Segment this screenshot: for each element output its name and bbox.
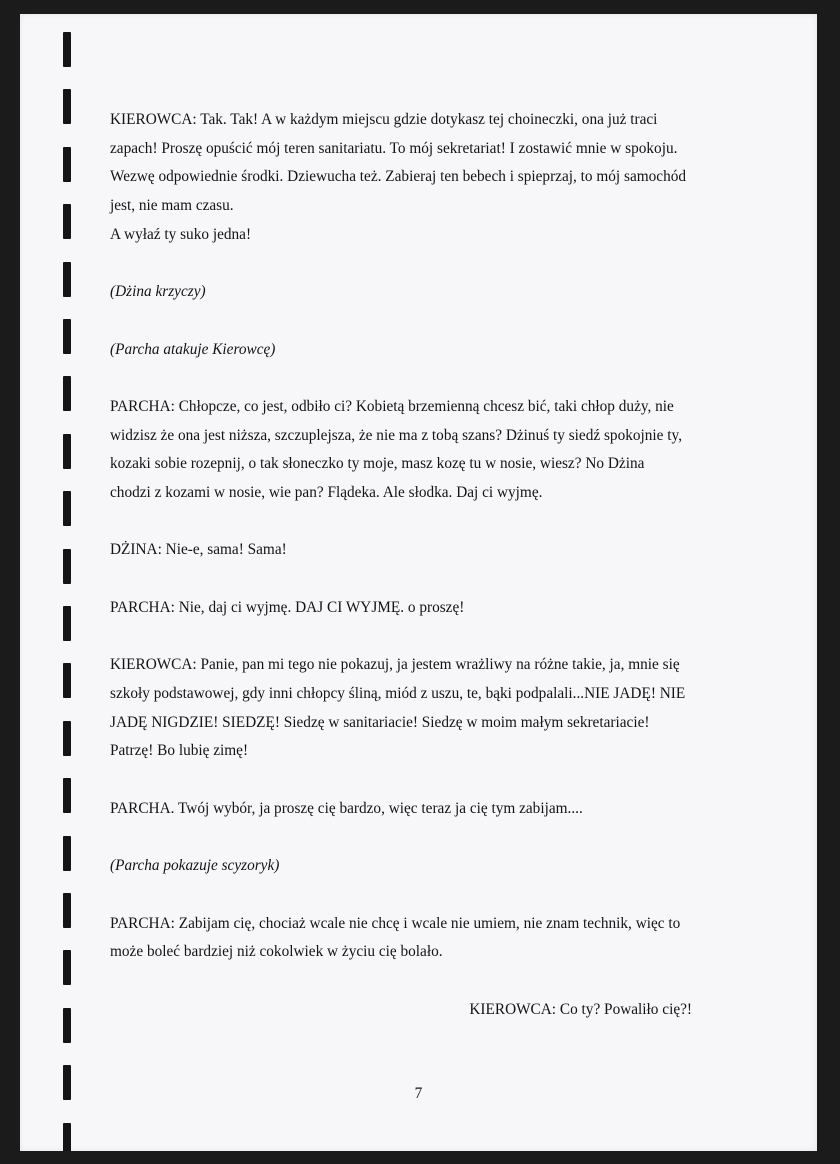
stage-direction: (Parcha pokazuje scyzoryk) — [110, 857, 280, 875]
binding-hole — [63, 491, 71, 526]
dialogue-paragraph: DŻINA: Nie-e, sama! Sama! — [110, 541, 287, 559]
dialogue-paragraph: PARCHA: Zabijam cię, chociaż wcale nie chcę i wcale nie umiem, nie znam technik, więc to może boleć bardziej niż cokolwiek w życiu cię bolało. — [110, 914, 681, 961]
binding-hole — [63, 204, 71, 239]
stage-direction: (Dżina krzyczy) — [110, 283, 206, 301]
document-page — [20, 14, 817, 1151]
binding-hole — [63, 1008, 71, 1043]
binding-hole — [63, 32, 71, 67]
binding-hole — [63, 89, 71, 124]
dialogue-paragraph: PARCHA: Nie, daj ci wyjmę. DAJ CI WYJMĘ. o proszę! — [110, 598, 465, 616]
binding-hole — [63, 376, 71, 411]
dialogue-paragraph: KIEROWCA: Co ty? Powaliło cię?! — [469, 1000, 692, 1018]
binding-hole — [63, 147, 71, 182]
binding-hole — [63, 836, 71, 871]
binding-hole — [63, 1123, 71, 1151]
binding-hole — [63, 893, 71, 928]
binding-hole — [63, 319, 71, 354]
binding-hole — [63, 950, 71, 985]
binding-hole — [63, 778, 71, 813]
spiral-binding — [63, 14, 71, 1151]
dialogue-paragraph: PARCHA. Twój wybór, ja proszę cię bardzo, więc teraz ja cię tym zabijam.... — [110, 799, 583, 817]
binding-hole — [63, 549, 71, 584]
dialogue-paragraph: KIEROWCA: Tak. Tak! A w każdym miejscu gdzie dotykasz tej choineczki, ona już traci zapach! Proszę opuścić mój teren sanitariatu. To mój sekretariat! I zostawić mnie w spokoju. Wezwę odpowiednie środki. Dziewucha też. Zabieraj ten bebech i spieprzaj, to mój samochód jest, nie mam czasu. A wyłaź ty suko jedna! — [110, 111, 687, 243]
binding-hole — [63, 721, 71, 756]
dialogue-paragraph: PARCHA: Chłopcze, co jest, odbiło ci? Kobietą brzemienną chcesz bić, taki chłop duży, nie widzisz że ona jest niższa, szczuplejsza, że nie ma z tobą szans? Dżinuś ty siedź spokojnie ty, kozaki sobie rozepnij, o tak słoneczko ty moje, masz kozę tu w nosie, wiesz? No Dżina chodzi z kozami w nosie, wie pan? Flądeka. Ale słodka. Daj ci wyjmę. — [110, 397, 683, 502]
script-text — [110, 106, 730, 1053]
binding-hole — [63, 606, 71, 641]
stage-direction: (Parcha atakuje Kierowcę) — [110, 340, 276, 358]
dialogue-paragraph: KIEROWCA: Panie, pan mi tego nie pokazuj, ja jestem wrażliwy na różne takie, ja, mnie się szkoły podstawowej, gdy inni chłopcy śliną, miód z uszu, te, bąki podpalali...NIE JADĘ! NIE JADĘ NIGDZIE! SIEDZĘ! Siedzę w sanitariacie! Siedzę w moim małym sekretariacie! Patrzę! Bo lubię zimę! — [110, 656, 686, 760]
binding-hole — [63, 262, 71, 297]
binding-hole — [63, 663, 71, 698]
binding-hole — [63, 434, 71, 469]
page-number: 7 — [414, 1085, 423, 1102]
